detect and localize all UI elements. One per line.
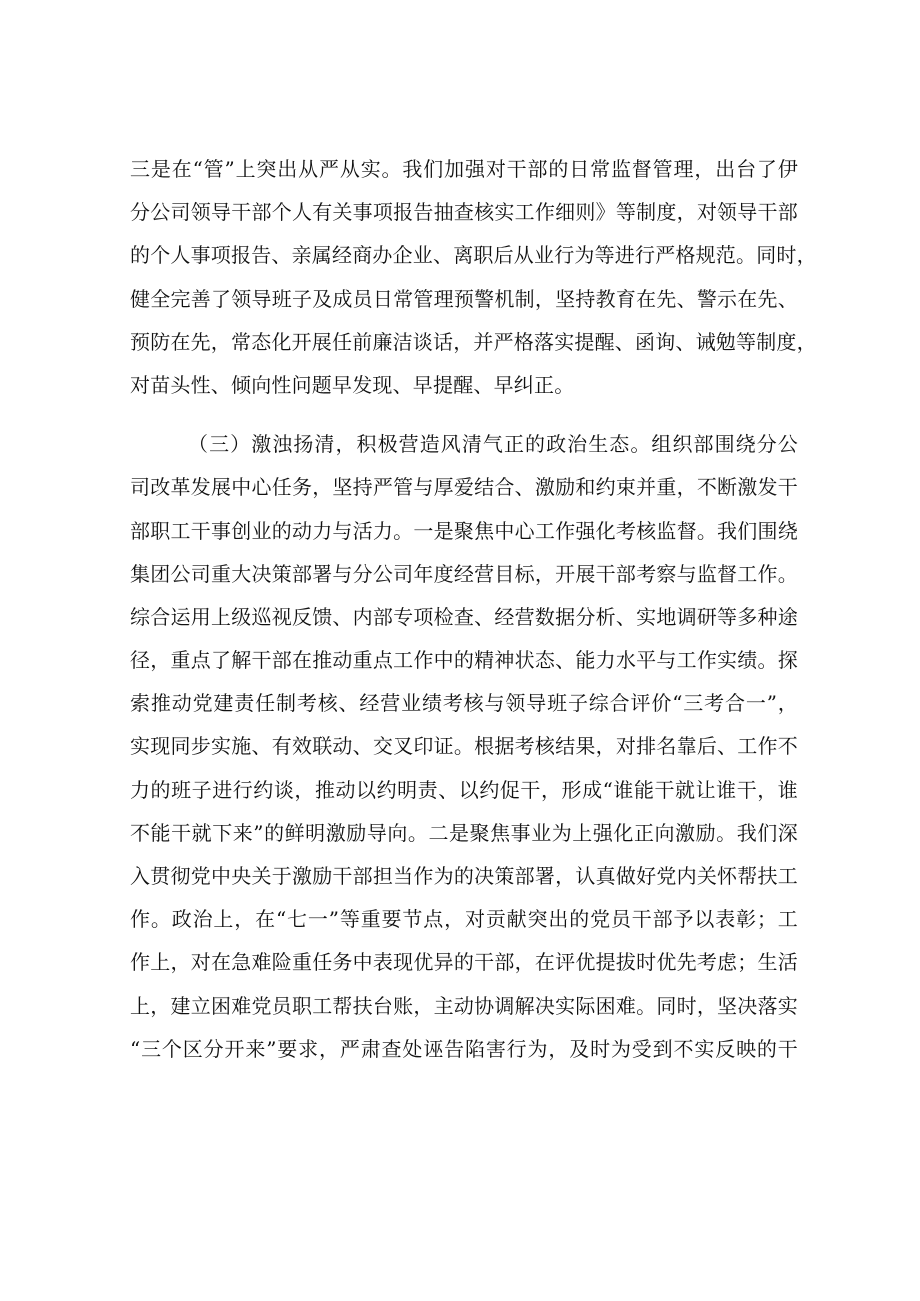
paragraph-line: 集团公司重大决策部署与分公司年度经营目标，开展干部考察与监督工作。 [130,561,798,586]
paragraph-line: 索推动党建责任制考核、经营业绩考核与领导班子综合评价“三考合一”， [130,691,798,716]
paragraph-line: 综合运用上级巡视反馈、内部专项检查、经营数据分析、实地调研等多种途 [130,604,798,629]
paragraph-line: 不能干就下来”的鲜明激励导向。二是聚焦事业为上强化正向激励。我们深 [130,820,798,845]
paragraph-line: 分公司领导干部个人有关事项报告抽查核实工作细则》等制度，对领导干部 [130,200,798,225]
paragraph-supervision [130,148,817,407]
paragraph-line: 上，建立困难党员职工帮扶台账，主动协调解决实际困难。同时，坚决落实 [130,993,798,1018]
paragraph-line: 作。政治上，在“七一”等重要节点，对贡献突出的党员干部予以表彰；工 [130,907,798,932]
paragraph-line: 作上，对在急难险重任务中表现优异的干部，在评优提拔时优先考虑；生活 [130,950,798,975]
paragraph-political-ecology [130,423,798,1071]
paragraph-line: 力的班子进行约谈，推动以约明责、以约促干，形成“谁能干就让谁干，谁 [130,777,798,802]
paragraph-spacer [130,407,798,423]
document-body [130,148,817,1071]
paragraph-line: 部职工干事创业的动力与活力。一是聚焦中心工作强化考核监督。我们围绕 [130,518,798,543]
paragraph-line: “三个区分开来”要求，严肃查处诬告陷害行为，及时为受到不实反映的干 [130,1036,798,1061]
section-heading-line: （三）激浊扬清，积极营造风清气正的政治生态。组织部围绕分公 [188,432,798,457]
paragraph-line: 健全完善了领导班子及成员日常管理预警机制，坚持教育在先、警示在先、 [130,286,798,311]
paragraph-line: 径，重点了解干部在推动重点工作中的精神状态、能力水平与工作实绩。探 [130,648,798,673]
paragraph-line: 三是在“管”上突出从严从实。我们加强对干部的日常监督管理，出台了伊 [130,157,798,181]
paragraph-line: 的个人事项报告、亲属经商办企业、离职后从业行为等进行严格规范。同时， [130,243,817,268]
paragraph-line: 对苗头性、倾向性问题早发现、早提醒、早纠正。 [130,372,575,397]
paragraph-line: 实现同步实施、有效联动、交叉印证。根据考核结果，对排名靠后、工作不 [130,734,798,759]
paragraph-line: 入贯彻党中央关于激励干部担当作为的决策部署，认真做好党内关怀帮扶工 [130,864,798,888]
paragraph-line: 司改革发展中心任务，坚持严管与厚爱结合、激励和约束并重，不断激发干 [130,475,798,500]
paragraph-line: 预防在先，常态化开展任前廉洁谈话，并严格落实提醒、函询、诫勉等制度， [130,329,817,354]
